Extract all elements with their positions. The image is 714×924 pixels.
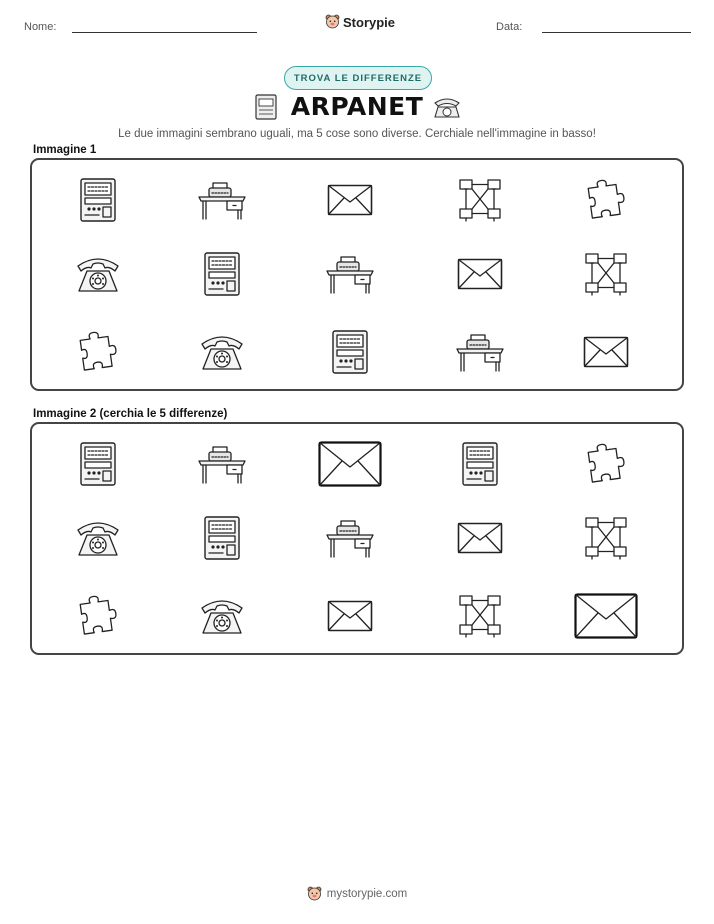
telephone-icon[interactable]: [199, 596, 245, 636]
telephone-icon[interactable]: [199, 332, 245, 372]
telephone-icon[interactable]: [75, 518, 121, 558]
network-icon[interactable]: [458, 594, 502, 638]
mainframe-icon[interactable]: [331, 329, 369, 375]
image1-panel: [30, 158, 684, 391]
brand-name: Storypie: [343, 14, 396, 30]
mainframe-icon[interactable]: [79, 441, 117, 487]
envelope-icon[interactable]: [327, 184, 373, 216]
envelope-large-icon[interactable]: [318, 441, 382, 487]
mainframe-icon[interactable]: [461, 441, 499, 487]
puzzle-icon[interactable]: [77, 330, 119, 374]
bear-icon: [307, 886, 322, 902]
date-line[interactable]: [542, 32, 691, 33]
envelope-large-icon[interactable]: [574, 593, 638, 639]
puzzle-icon[interactable]: [585, 442, 627, 486]
puzzle-icon[interactable]: [77, 594, 119, 638]
envelope-icon[interactable]: [583, 336, 629, 368]
network-icon[interactable]: [584, 516, 628, 560]
telephone-icon[interactable]: [75, 254, 121, 294]
typewriter-desk-icon[interactable]: [197, 443, 247, 485]
page-title: ARPANET: [290, 92, 424, 121]
footer: [0, 886, 714, 902]
image2-title: Immagine 2 (cerchia le 5 differenze): [33, 408, 228, 420]
typewriter-desk-icon[interactable]: [325, 253, 375, 295]
network-icon[interactable]: [584, 252, 628, 296]
typewriter-desk-icon[interactable]: [455, 331, 505, 373]
image2-panel[interactable]: [30, 422, 684, 655]
activity-badge: TROVA LE DIFFERENZE: [284, 66, 432, 90]
bear-icon: [325, 14, 340, 30]
instructions-text: Le due immagini sembrano uguali, ma 5 cose sono diverse. Cerchiale nell'immagine in basso!: [118, 128, 596, 140]
footer-url: mystorypie.com: [326, 888, 408, 900]
image1-title: Immagine 1: [33, 144, 97, 156]
name-line[interactable]: [72, 32, 257, 33]
mainframe-icon[interactable]: [203, 251, 241, 297]
telephone-icon: [432, 95, 462, 119]
envelope-icon[interactable]: [457, 522, 503, 554]
typewriter-desk-icon[interactable]: [197, 179, 247, 221]
typewriter-desk-icon[interactable]: [325, 517, 375, 559]
name-label: Nome:: [24, 21, 57, 33]
envelope-icon[interactable]: [327, 600, 373, 632]
network-icon[interactable]: [458, 178, 502, 222]
mainframe-icon[interactable]: [203, 515, 241, 561]
date-label: Data:: [496, 21, 523, 33]
puzzle-icon[interactable]: [585, 178, 627, 222]
mainframe-icon: [254, 93, 278, 121]
envelope-icon[interactable]: [457, 258, 503, 290]
brand-logo: [325, 14, 395, 30]
mainframe-icon[interactable]: [79, 177, 117, 223]
